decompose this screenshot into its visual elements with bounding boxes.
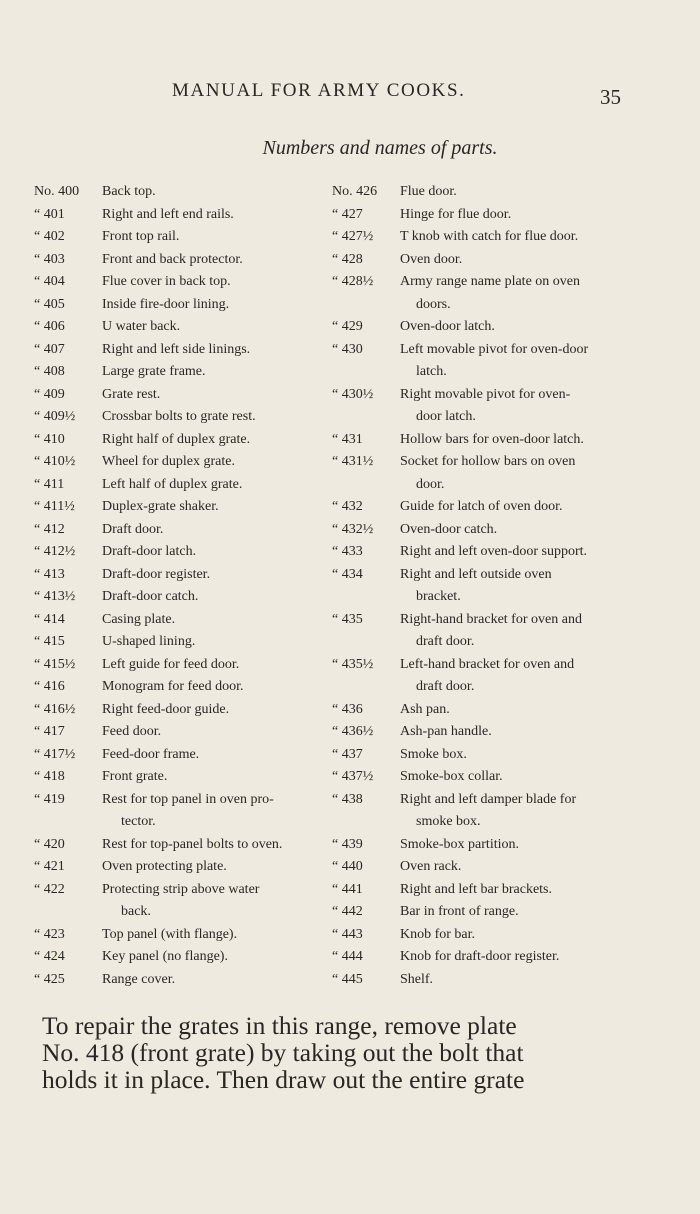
- parts-list-entry: [34, 766, 334, 789]
- parts-list-entry: [34, 631, 334, 654]
- part-number: “ 424: [34, 949, 65, 964]
- part-name: Smoke-box collar.: [400, 769, 503, 784]
- parts-list-entry: [332, 361, 632, 384]
- parts-list-entry: [34, 384, 334, 407]
- part-name: Range cover.: [102, 971, 176, 987]
- part-number: “ 412½: [34, 544, 76, 559]
- parts-list-entry: [332, 586, 632, 609]
- part-number: “ 443: [332, 926, 363, 942]
- parts-list-entry: [332, 901, 632, 924]
- part-name: smoke box.: [416, 814, 481, 829]
- parts-list-entry: [332, 496, 632, 519]
- part-name: Smoke box.: [400, 746, 467, 762]
- part-name: Oven-door latch.: [400, 319, 495, 334]
- parts-list-entry: [332, 789, 632, 812]
- part-name: draft door.: [416, 634, 475, 649]
- part-number: “ 433: [332, 544, 363, 559]
- part-number: “ 432½: [332, 521, 374, 537]
- part-name: doors.: [416, 296, 451, 312]
- part-name: draft door.: [416, 679, 475, 694]
- part-number: “ 417: [34, 724, 65, 739]
- parts-list-entry: [332, 474, 632, 497]
- part-number: “ 439: [332, 836, 363, 852]
- parts-list-entry: [332, 271, 632, 294]
- part-number: “ 435: [332, 611, 363, 627]
- part-number: “ 437½: [332, 769, 374, 784]
- part-name: Oven protecting plate.: [102, 859, 227, 874]
- part-name: Right feed-door guide.: [102, 701, 230, 717]
- part-number: “ 440: [332, 859, 363, 874]
- part-name: Shelf.: [400, 971, 434, 987]
- parts-list-entry: [332, 969, 632, 992]
- parts-list-entry: [34, 699, 334, 722]
- parts-list-entry: [34, 451, 334, 474]
- parts-list-entry: [332, 879, 632, 902]
- section-heading: [0, 137, 700, 160]
- part-number: “ 414: [34, 611, 65, 627]
- part-name: Oven door.: [400, 251, 463, 267]
- parts-list-entry: [332, 384, 632, 407]
- parts-list-entry: [332, 654, 632, 677]
- part-name: Duplex-grate shaker.: [102, 499, 219, 514]
- parts-list-entry: [34, 834, 334, 857]
- part-name: latch.: [416, 364, 447, 379]
- parts-list-entry: [332, 856, 632, 879]
- part-number: “ 406: [34, 319, 65, 334]
- parts-list-entry: [332, 834, 632, 857]
- parts-list-entry: [34, 676, 334, 699]
- part-name: Army range name plate on oven: [400, 274, 580, 289]
- part-name: Flue door.: [400, 184, 457, 199]
- part-number: “ 410: [34, 431, 65, 447]
- parts-list-entry: [332, 811, 632, 834]
- parts-list-entry: [332, 631, 632, 654]
- part-name: Hinge for flue door.: [400, 206, 512, 222]
- parts-list-entry: [34, 361, 334, 384]
- part-number: “ 410½: [34, 454, 76, 469]
- parts-list-entry: [332, 541, 632, 564]
- part-number: “ 420: [34, 836, 65, 852]
- parts-list-entry: [332, 406, 632, 429]
- parts-list-entry: [332, 226, 632, 249]
- part-number: “ 416½: [34, 701, 76, 717]
- part-name: Ash-pan handle.: [400, 724, 492, 739]
- part-number: “ 411½: [34, 499, 75, 514]
- parts-list-entry: [34, 586, 334, 609]
- parts-list-entry: [332, 609, 632, 632]
- parts-list-entry: [34, 249, 334, 272]
- part-name: Inside fire-door lining.: [102, 296, 230, 312]
- part-name: Draft-door latch.: [102, 544, 197, 559]
- part-number: “ 416: [34, 679, 65, 694]
- part-name: Large grate frame.: [102, 364, 206, 379]
- part-number: “ 425: [34, 971, 65, 987]
- part-name: Right and left damper blade for: [400, 791, 577, 807]
- part-name: Right and left outside oven: [400, 566, 552, 582]
- parts-list-entry: [34, 204, 334, 227]
- part-name: Right and left bar brackets.: [400, 881, 553, 897]
- part-number: “ 438: [332, 791, 363, 807]
- part-number: “ 422: [34, 881, 65, 897]
- part-name: Casing plate.: [102, 611, 176, 627]
- part-name: Feed-door frame.: [102, 746, 200, 762]
- parts-list-entry: [34, 654, 334, 677]
- part-number: “ 441: [332, 881, 363, 897]
- part-name: Monogram for feed door.: [102, 679, 244, 694]
- part-name: Oven-door catch.: [400, 521, 498, 537]
- part-name: Front and back protector.: [102, 251, 243, 267]
- part-name: Hollow bars for oven-door latch.: [400, 431, 584, 447]
- parts-list-entry: [332, 924, 632, 947]
- parts-list-entry: [332, 451, 632, 474]
- parts-list-entry: [34, 564, 334, 587]
- part-name: Flue cover in back top.: [102, 274, 231, 289]
- part-name: Key panel (no flange).: [102, 949, 228, 964]
- paragraph-line: To repair the grates in this range, remove plate: [42, 1011, 517, 1040]
- part-name: U water back.: [102, 319, 181, 334]
- parts-list-entry: [34, 924, 334, 947]
- parts-list-right-column: [332, 181, 632, 991]
- part-number: “ 419: [34, 791, 65, 807]
- parts-list-entry: [332, 181, 632, 204]
- parts-list-entry: [34, 429, 334, 452]
- part-number: “ 427: [332, 206, 363, 222]
- part-name: Front top rail.: [102, 229, 180, 244]
- part-number: “ 405: [34, 296, 65, 312]
- part-name: Left half of duplex grate.: [102, 476, 243, 492]
- parts-list-entry: [34, 856, 334, 879]
- part-name: T knob with catch for flue door.: [400, 229, 579, 244]
- part-name: Rest for top-panel bolts to oven.: [102, 836, 283, 852]
- part-name: Feed door.: [102, 724, 162, 739]
- part-number: “ 432: [332, 499, 363, 514]
- part-name: Wheel for duplex grate.: [102, 454, 235, 469]
- part-name: Draft-door catch.: [102, 589, 199, 604]
- part-number: “ 442: [332, 904, 363, 919]
- part-name: door.: [416, 476, 445, 492]
- parts-list-left-column: [34, 181, 334, 991]
- parts-list-entry: [332, 766, 632, 789]
- part-number: “ 436½: [332, 724, 374, 739]
- parts-list-entry: [332, 294, 632, 317]
- part-name: door latch.: [416, 409, 476, 424]
- part-number: “ 407: [34, 341, 65, 357]
- part-number: “ 434: [332, 566, 363, 582]
- parts-list-entry: [34, 271, 334, 294]
- parts-list-entry: [34, 969, 334, 992]
- part-number: “ 411: [34, 476, 65, 492]
- part-name: Smoke-box partition.: [400, 836, 519, 852]
- parts-list-entry: [34, 811, 334, 834]
- paragraph-line: No. 418 (front grate) by taking out the bolt that: [42, 1038, 524, 1067]
- parts-list-entry: [332, 721, 632, 744]
- part-number: “ 409: [34, 386, 65, 402]
- part-number: “ 435½: [332, 656, 374, 672]
- parts-list-entry: [332, 676, 632, 699]
- part-name: Knob for draft-door register.: [400, 949, 560, 964]
- part-name: Left-hand bracket for oven and: [400, 656, 575, 672]
- parts-list-entry: [34, 226, 334, 249]
- part-number: “ 404: [34, 274, 65, 289]
- part-name: Left movable pivot for oven-door: [400, 341, 589, 357]
- part-number: “ 415: [34, 634, 65, 649]
- part-name: Right and left side linings.: [102, 341, 251, 357]
- part-number: “ 431: [332, 431, 363, 447]
- part-number: “ 430: [332, 341, 363, 357]
- parts-list-entry: [332, 699, 632, 722]
- part-name: Crossbar bolts to grate rest.: [102, 409, 256, 424]
- part-number: “ 429: [332, 319, 363, 334]
- part-number: “ 401: [34, 206, 65, 222]
- part-number: “ 413: [34, 566, 65, 582]
- parts-list-entry: [34, 181, 334, 204]
- part-number: No. 426: [332, 184, 378, 199]
- body-paragraph: [42, 1012, 642, 1093]
- parts-list-entry: [34, 406, 334, 429]
- part-name: Right and left end rails.: [102, 206, 234, 222]
- parts-list-entry: [332, 316, 632, 339]
- part-name: back.: [121, 904, 151, 919]
- part-name: Draft-door register.: [102, 566, 211, 582]
- parts-list-entry: [332, 204, 632, 227]
- part-number: “ 428: [332, 251, 363, 267]
- part-number: “ 402: [34, 229, 65, 244]
- parts-list-entry: [34, 496, 334, 519]
- part-name: Right-hand bracket for oven and: [400, 611, 582, 627]
- running-header: MANUAL FOR ARMY COOKS.: [172, 80, 466, 101]
- part-name: U-shaped lining.: [102, 634, 196, 649]
- part-number: “ 409½: [34, 409, 76, 424]
- part-name: Grate rest.: [102, 386, 161, 402]
- parts-list-entry: [34, 339, 334, 362]
- part-number: No. 400: [34, 184, 80, 199]
- parts-list-entry: [34, 946, 334, 969]
- part-number: “ 415½: [34, 656, 76, 672]
- part-name: Bar in front of range.: [400, 904, 519, 919]
- part-number: “ 421: [34, 859, 65, 874]
- parts-list-entry: [34, 879, 334, 902]
- part-number: “ 403: [34, 251, 65, 267]
- parts-list-entry: [332, 946, 632, 969]
- parts-list-entry: [34, 294, 334, 317]
- part-number: “ 431½: [332, 454, 374, 469]
- paragraph-line: holds it in place. Then draw out the entire grate: [42, 1065, 525, 1094]
- parts-list-entry: [332, 519, 632, 542]
- part-name: Top panel (with flange).: [102, 926, 238, 942]
- part-number: “ 413½: [34, 589, 76, 604]
- parts-list-entry: [34, 789, 334, 812]
- part-name: Draft door.: [102, 521, 164, 537]
- page-number: 35: [600, 85, 621, 109]
- part-name: Protecting strip above water: [102, 881, 260, 897]
- parts-list-entry: [332, 249, 632, 272]
- parts-list-entry: [34, 519, 334, 542]
- part-number: “ 427½: [332, 229, 374, 244]
- part-number: “ 423: [34, 926, 65, 942]
- part-name: Rest for top panel in oven pro-: [102, 791, 274, 807]
- part-name: Right and left oven-door support.: [400, 544, 588, 559]
- part-number: “ 412: [34, 521, 65, 537]
- part-name: Guide for latch of oven door.: [400, 499, 563, 514]
- parts-list-entry: [332, 564, 632, 587]
- part-number: “ 418: [34, 769, 65, 784]
- parts-list-entry: [34, 474, 334, 497]
- parts-list-entry: [34, 609, 334, 632]
- part-number: “ 430½: [332, 386, 374, 402]
- parts-list-entry: [34, 316, 334, 339]
- parts-list-entry: [332, 744, 632, 767]
- section-heading-text: Numbers and names of parts.: [262, 137, 498, 159]
- part-number: “ 444: [332, 949, 363, 964]
- parts-list-entry: [34, 541, 334, 564]
- parts-list-entry: [34, 744, 334, 767]
- parts-list-entry: [332, 429, 632, 452]
- part-name: Left guide for feed door.: [102, 656, 240, 672]
- part-name: Right movable pivot for oven-: [400, 386, 571, 402]
- parts-list-entry: [332, 339, 632, 362]
- part-number: “ 408: [34, 364, 65, 379]
- parts-list-entry: [34, 721, 334, 744]
- part-number: “ 417½: [34, 746, 76, 762]
- part-name: bracket.: [416, 589, 461, 604]
- part-number: “ 437: [332, 746, 363, 762]
- part-name: Knob for bar.: [400, 926, 476, 942]
- part-name: Socket for hollow bars on oven: [400, 454, 576, 469]
- part-name: Front grate.: [102, 769, 168, 784]
- parts-list-entry: [34, 901, 334, 924]
- part-number: “ 445: [332, 971, 363, 987]
- part-number: “ 428½: [332, 274, 374, 289]
- part-number: “ 436: [332, 701, 363, 717]
- part-name: Ash pan.: [400, 701, 450, 717]
- part-name: tector.: [121, 814, 156, 829]
- part-name: Back top.: [102, 184, 156, 199]
- part-name: Right half of duplex grate.: [102, 431, 251, 447]
- part-name: Oven rack.: [400, 859, 462, 874]
